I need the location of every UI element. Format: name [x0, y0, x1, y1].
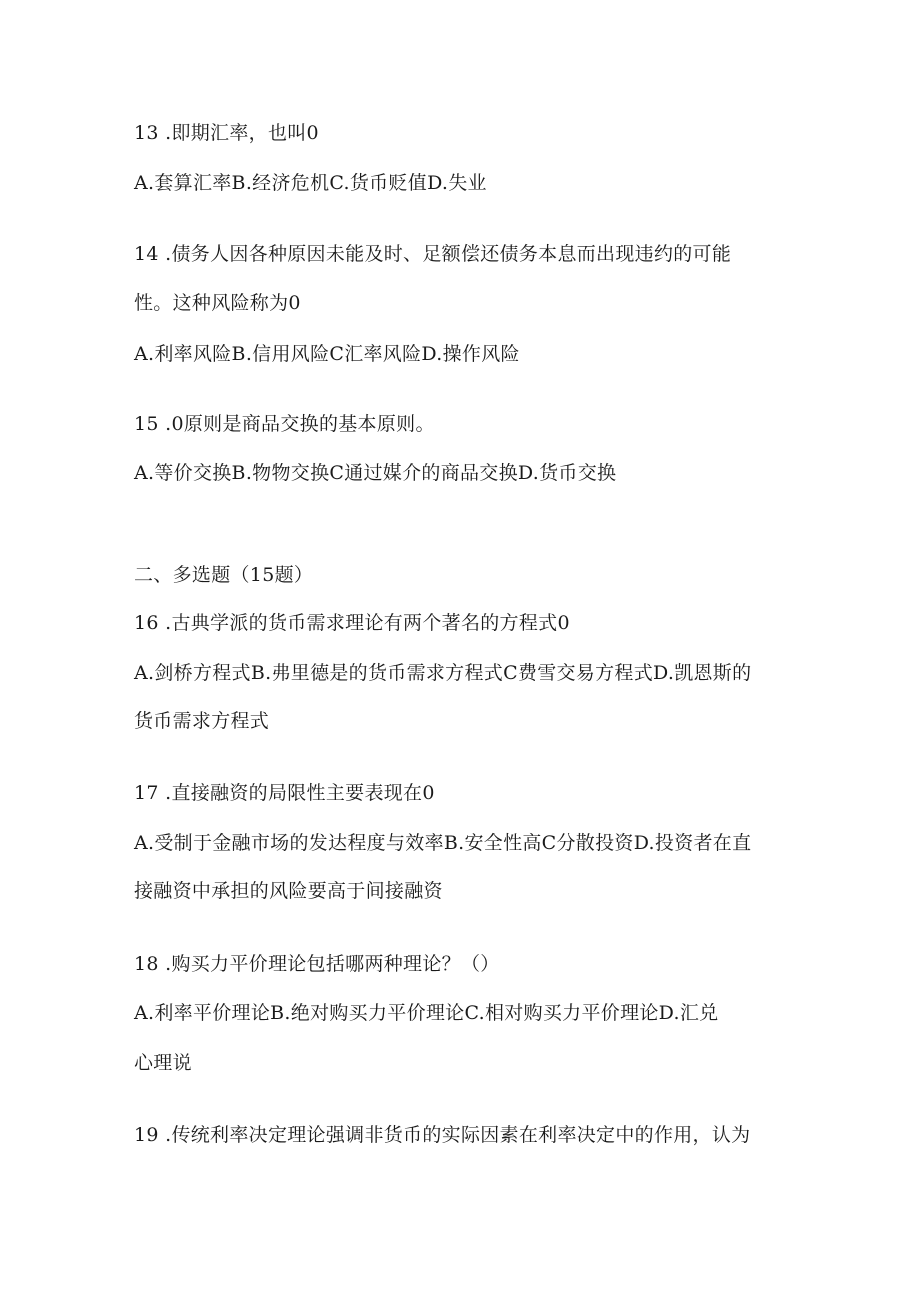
question-17-stem: 17 .直接融资的局限性主要表现在0	[134, 782, 435, 804]
question-17-options-line-2: 接融资中承担的风险要高于间接融资	[134, 880, 443, 902]
question-14-options: A.利率风险B.信用风险C汇率风险D.操作风险	[134, 343, 520, 365]
question-16-options-line-1: A.剑桥方程式B.弗里德是的货币需求方程式C费雪交易方程式D.凯恩斯的	[134, 662, 752, 684]
question-17-options-line-1: A.受制于金融市场的发达程度与效率B.安全性高C分散投资D.投资者在直	[134, 832, 752, 854]
question-16-options-line-2: 货币需求方程式	[134, 710, 270, 732]
question-16-stem: 16 .古典学派的货币需求理论有两个著名的方程式0	[134, 612, 570, 634]
question-14-stem-line-1: 14 .债务人因各种原因未能及时、足额偿还债务本息而出现违约的可能	[134, 243, 732, 265]
question-15-stem: 15 .0原则是商品交换的基本原则。	[134, 413, 435, 435]
question-15-options: A.等价交换B.物物交换C通过媒介的商品交换D.货币交换	[134, 462, 617, 484]
question-13-stem: 13 .即期汇率，也叫0	[134, 122, 319, 144]
question-13-options: A.套算汇率B.经济危机C.货币贬值D.失业	[134, 172, 487, 194]
question-18-options-line-2: 心理说	[134, 1052, 192, 1074]
section-heading-multiple-choice: 二、多选题（15题）	[134, 564, 314, 586]
question-18-stem: 18 .购买力平价理论包括哪两种理论？（）	[134, 953, 500, 975]
question-18-options-line-1: A.利率平价理论B.绝对购买力平价理论C.相对购买力平价理论D.汇兑	[134, 1002, 719, 1024]
question-19-stem: 19 .传统利率决定理论强调非货币的实际因素在利率决定中的作用，认为	[134, 1124, 751, 1146]
question-14-stem-line-2: 性。这种风险称为0	[134, 292, 301, 314]
